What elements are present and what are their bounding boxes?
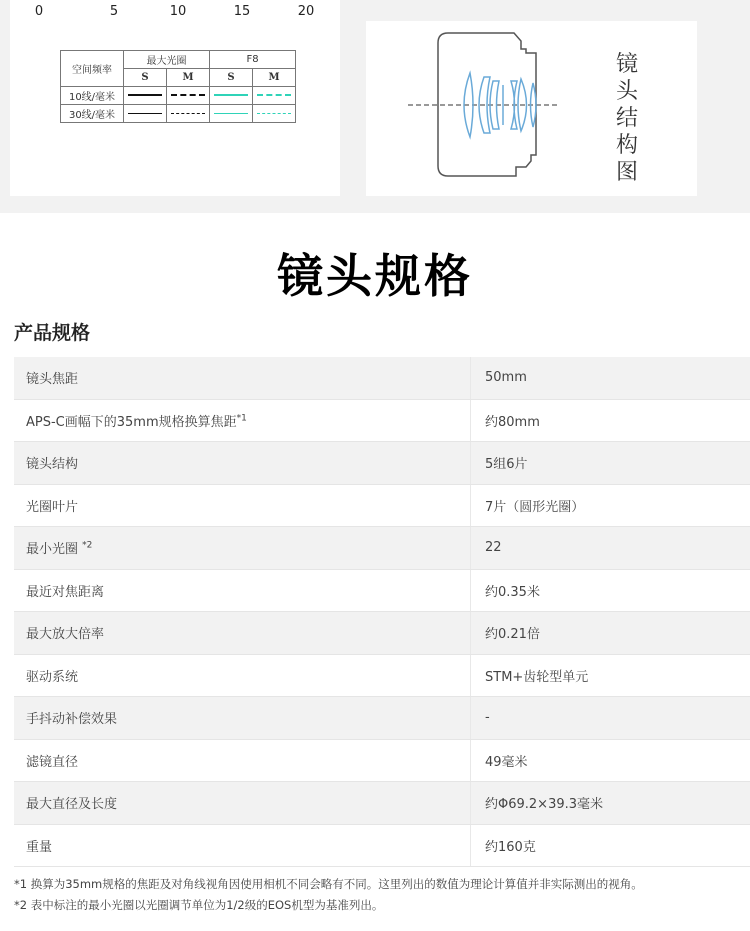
spec-value: 约80mm <box>471 399 750 442</box>
spec-table <box>14 357 750 867</box>
legend-row-label: 30线/毫米 <box>61 105 124 123</box>
spec-row <box>14 782 750 825</box>
spec-row <box>14 824 750 867</box>
footnotes <box>14 874 744 916</box>
spec-label-text: 镜头焦距 <box>26 372 79 388</box>
spec-value: STM+齿轮型单元 <box>471 654 750 697</box>
spec-value: 50mm <box>471 357 750 399</box>
legend-max-aperture-header: 最大光圈 <box>124 51 210 69</box>
spec-row <box>14 357 750 399</box>
spec-row <box>14 484 750 527</box>
spec-row <box>14 399 750 442</box>
spec-value: 约0.35米 <box>471 569 750 612</box>
legend-frequency-header: 空间频率 <box>61 51 124 87</box>
spec-label-text: 最大放大倍率 <box>26 627 105 643</box>
page-title: 镜头规格 <box>277 249 473 303</box>
lens-structure-card <box>366 21 697 196</box>
axis-tick: 10 <box>169 4 187 19</box>
legend-line-solid-thin <box>128 113 162 114</box>
spec-label <box>14 612 471 655</box>
spec-row <box>14 697 750 740</box>
spec-value: 约160克 <box>471 824 750 867</box>
axis-tick: 0 <box>34 4 44 19</box>
spec-label-text: 滤镜直径 <box>26 754 79 770</box>
spec-label-text: 最小光圈 <box>26 542 83 558</box>
footnote-marker: *1 <box>236 413 247 424</box>
mtf-x-axis-ticks <box>10 4 340 24</box>
label-char: 镜 <box>615 52 638 77</box>
mtf-chart-card <box>10 0 340 196</box>
spec-label-text: 镜头结构 <box>26 457 79 473</box>
legend-meridional: M <box>167 69 210 87</box>
legend-meridional: M <box>253 69 296 87</box>
spec-label-text: 最大直径及长度 <box>26 797 118 813</box>
spec-label <box>14 697 471 740</box>
spec-row <box>14 569 750 612</box>
spec-label-text: 驱动系统 <box>26 669 79 685</box>
spec-label-text: APS-C画幅下的35mm规格换算焦距 <box>26 414 237 430</box>
spec-label <box>14 824 471 867</box>
legend-line-dashed-thin-teal <box>257 113 291 114</box>
legend-line-dashed-thin <box>171 113 205 114</box>
lens-structure-label <box>613 51 641 186</box>
spec-label-text: 手抖动补偿效果 <box>26 712 118 728</box>
mtf-legend-table <box>60 50 296 123</box>
spec-label <box>14 357 471 399</box>
legend-sagittal: S <box>210 69 253 87</box>
axis-tick: 15 <box>233 4 251 19</box>
spec-row <box>14 442 750 485</box>
spec-label <box>14 399 471 442</box>
spec-label <box>14 527 471 570</box>
spec-value: 5组6片 <box>471 442 750 485</box>
spec-value: - <box>471 697 750 740</box>
spec-label-text: 最近对焦距离 <box>26 584 105 600</box>
label-char: 结 <box>615 106 638 131</box>
legend-line-solid-thick-teal <box>214 94 248 96</box>
footnote-marker: *2 <box>82 540 93 551</box>
legend-sagittal: S <box>124 69 167 87</box>
spec-label-text: 重量 <box>26 839 53 855</box>
spec-value: 7片（圆形光圈） <box>471 484 750 527</box>
spec-value: 22 <box>471 527 750 570</box>
axis-tick: 20 <box>297 4 315 19</box>
spec-row <box>14 612 750 655</box>
legend-row-label: 10线/毫米 <box>61 87 124 105</box>
legend-line-dashed-thick-teal <box>257 94 291 96</box>
footnote: *1 换算为35mm规格的焦距及对角线视角因使用相机不同会略有不同。这里列出的数值为理论计算值并非实际测出的视角。 <box>14 877 643 891</box>
spec-row <box>14 527 750 570</box>
spec-label-text: 光圈叶片 <box>26 499 79 515</box>
section-title: 产品规格 <box>14 322 91 344</box>
label-char: 构 <box>615 133 638 158</box>
spec-label <box>14 484 471 527</box>
lens-structure-diagram <box>366 21 606 196</box>
legend-f8-header: F8 <box>210 51 296 69</box>
footnote: *2 表中标注的最小光圈以光圈调节单位为1/2级的EOS机型为基准列出。 <box>14 898 384 912</box>
label-char: 头 <box>615 79 638 104</box>
spec-row <box>14 654 750 697</box>
spec-label <box>14 782 471 825</box>
label-char: 图 <box>615 160 638 185</box>
spec-label <box>14 569 471 612</box>
spec-value: 约0.21倍 <box>471 612 750 655</box>
legend-line-solid-thick <box>128 94 162 96</box>
legend-line-solid-thin-teal <box>214 113 248 114</box>
legend-line-dashed-thick <box>171 94 205 96</box>
spec-label <box>14 442 471 485</box>
spec-label <box>14 654 471 697</box>
top-figure-band <box>0 0 750 213</box>
axis-tick: 5 <box>109 4 119 19</box>
spec-label <box>14 739 471 782</box>
spec-value: 约Φ69.2×39.3毫米 <box>471 782 750 825</box>
spec-value: 49毫米 <box>471 739 750 782</box>
spec-row <box>14 739 750 782</box>
